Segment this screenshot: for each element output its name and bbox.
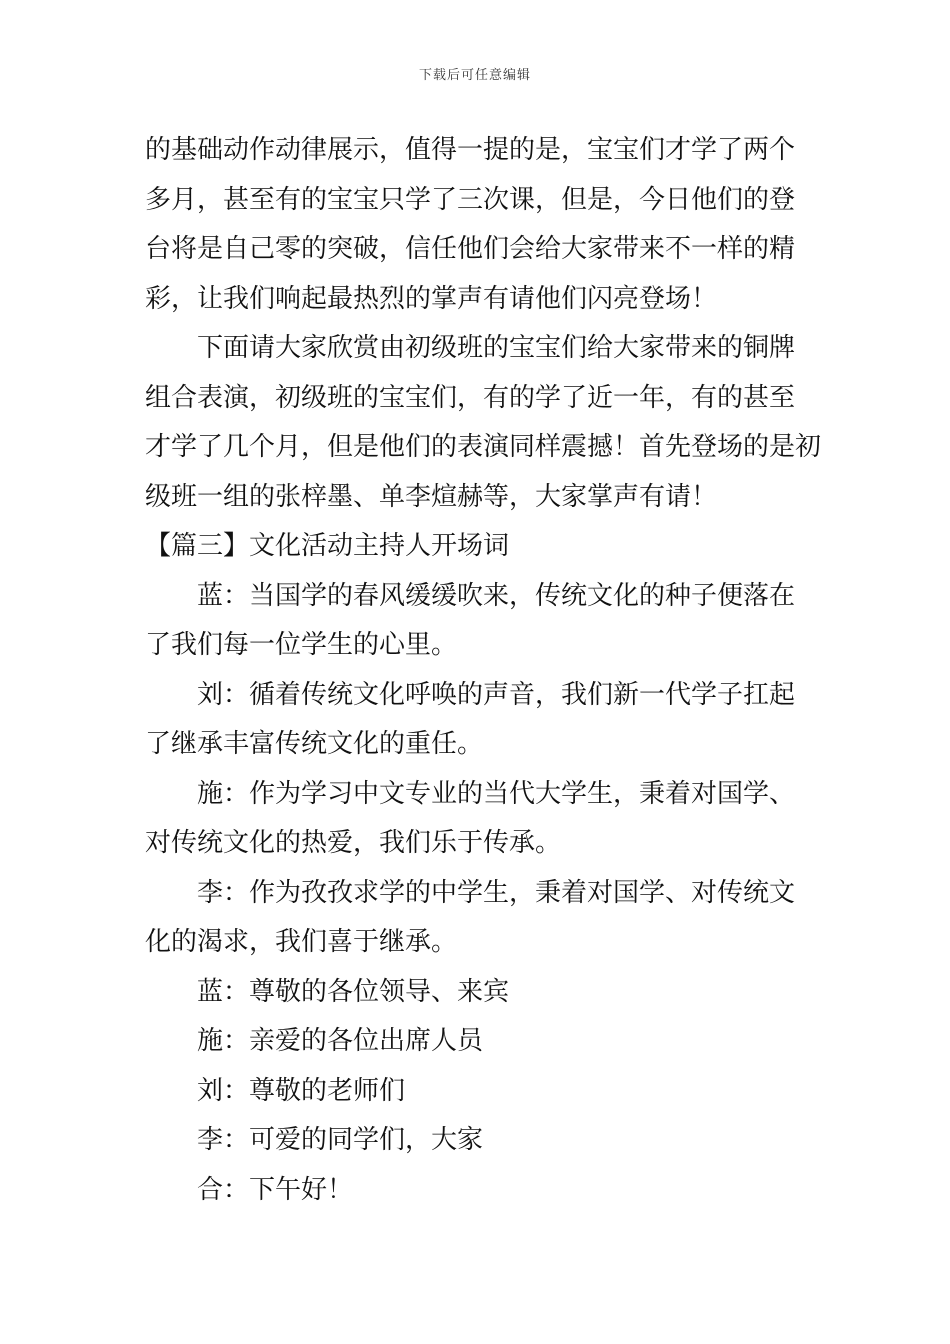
text-line: 的基础动作动律展示，值得一提的是，宝宝们才学了两个	[145, 135, 796, 165]
text-line: 施：亲爱的各位出席人员	[145, 1026, 484, 1056]
text-line: 级班一组的张梓墨、单李煊赫等，大家掌声有请！	[145, 481, 718, 512]
text-line: 了我们每一位学生的心里。	[145, 630, 458, 660]
text-line: 了继承丰富传统文化的重任。	[145, 729, 484, 759]
text-line: 彩，让我们响起最热烈的掌声有请他们闪亮登场！	[145, 283, 718, 314]
text-line: 组合表演，初级班的宝宝们，有的学了近一年，有的甚至	[145, 382, 796, 413]
text-line: 施：作为学习中文专业的当代大学生，秉着对国学、	[145, 778, 796, 809]
text-line: 刘：尊敬的老师们	[145, 1075, 406, 1106]
text-line: 多月，甚至有的宝宝只学了三次课，但是，今日他们的登	[145, 184, 796, 215]
text-line: 蓝：尊敬的各位领导、来宾	[145, 976, 510, 1007]
text-line: 对传统文化的热爱，我们乐于传承。	[145, 828, 562, 858]
text-line: 蓝：当国学的春风缓缓吹来，传统文化的种子便落在	[145, 580, 796, 611]
text-line: 李：可爱的同学们，大家	[145, 1125, 484, 1155]
section-heading: 【篇三】文化活动主持人开场词	[145, 531, 510, 561]
text-line: 李：作为孜孜求学的中学生，秉着对国学、对传统文	[145, 877, 796, 908]
text-line: 合：下午好！	[145, 1174, 354, 1205]
text-line: 化的渴求，我们喜于继承。	[145, 927, 458, 957]
text-line: 刘：循着传统文化呼唤的声音，我们新一代学子扛起	[145, 679, 796, 710]
page-header: 下载后可任意编辑	[418, 68, 531, 83]
text-line: 下面请大家欣赏由初级班的宝宝们给大家带来的铜牌	[145, 333, 796, 363]
text-line: 才学了几个月，但是他们的表演同样震撼！首先登场的是初	[145, 432, 822, 462]
text-line: 台将是自己零的突破，信任他们会给大家带来不一样的精	[145, 234, 796, 264]
document-body	[145, 126, 822, 1215]
